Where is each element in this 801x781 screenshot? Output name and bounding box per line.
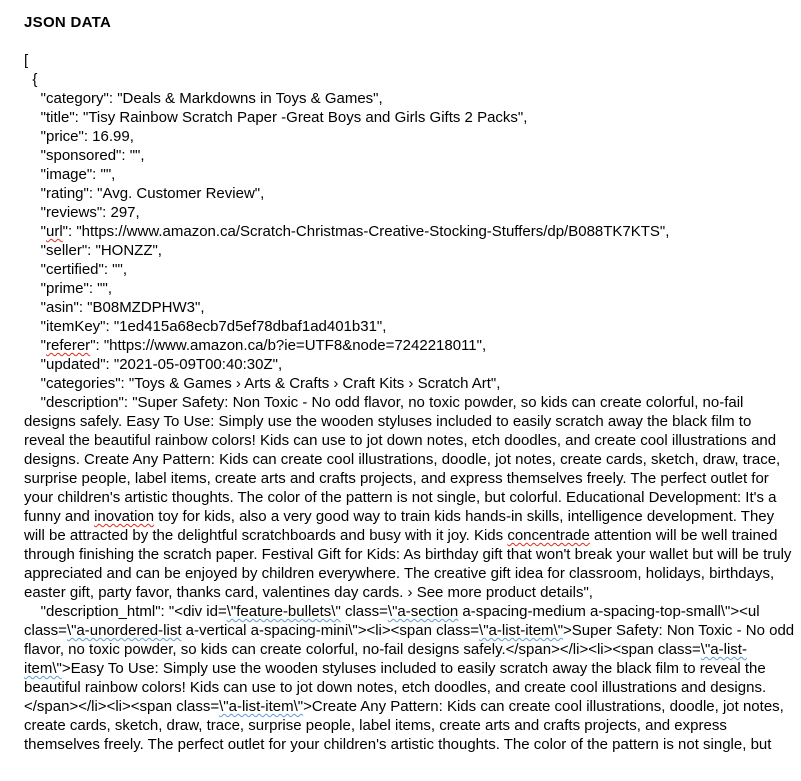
spellcheck-mark: concentrade	[507, 527, 590, 544]
json-line: "price": 16.99,	[24, 128, 134, 145]
grammar-mark: \"a-section	[387, 603, 459, 620]
json-line: "asin": "B08MZDPHW3",	[24, 299, 205, 316]
json-line: "categories": "Toys & Games › Arts & Crafts › Craft Kits › Scratch Art",	[24, 375, 501, 392]
json-line: "description_html": "<div id=\"feature-bullets\" class=\"a-section a-spacing-medium a-spacing-top-small\"><ul class=\"a-unordered-list a-vertical a-spacing-mini\"><li><span class=\"a-list-item\">Super Safety: Non Toxic - No odd flavor, no toxic powder, so kids can create colorful, no-fail designs safely.</span></li><li><span class=\"a-list-item\">Easy To Use: Simply use the wooden styluses included to easily scratch away the black film to reveal the beautiful rainbow colors! Kids can use to jot down notes, etch doodles, and create cool illustrations and designs.</span></li><li><span class=\"a-list-item\">Create Any Pattern: Kids can create cool illustrations, doodle, jot notes, create cards, sketch, draw, trace, surprise people, label items, create arts and crafts projects, and express themselves freely. The perfect outlet for your children's artistic thoughts. The color of the pattern is not single, but	[24, 603, 799, 753]
grammar-mark: \"a-unordered-list	[66, 622, 182, 639]
spellcheck-mark: url	[46, 223, 63, 240]
spellcheck-mark: inovation	[94, 508, 155, 525]
spellcheck-mark: referer	[46, 337, 91, 354]
json-line: "seller": "HONZZ",	[24, 242, 162, 259]
json-line: "title": "Tisy Rainbow Scratch Paper -Great Boys and Girls Gifts 2 Packs",	[24, 109, 528, 126]
grammar-mark: \"a-list-item\"	[24, 641, 747, 677]
json-line: "url": "https://www.amazon.ca/Scratch-Christmas-Creative-Stocking-Stuffers/dp/B088TK7KTS",	[24, 223, 670, 240]
json-line: "itemKey": "1ed415a68ecb7d5ef78dbaf1ad401b31",	[24, 318, 387, 335]
json-content	[0, 51, 801, 754]
json-line: [	[24, 52, 29, 69]
grammar-mark: \"a-list-item\"	[219, 698, 304, 715]
json-line: "reviews": 297,	[24, 204, 140, 221]
json-line: "description": "Super Safety: Non Toxic - No odd flavor, no toxic powder, so kids can create colorful, no-fail designs safely. Easy To Use: Simply use the wooden styluses included to easily scratch away the black film to reveal the beautiful rainbow colors! Kids can use to jot down notes, etch doodles, and create cool illustrations and designs. Create Any Pattern: Kids can create cool illustrations, doodle, jot notes, create cards, sketch, draw, trace, surprise people, label items, create arts and crafts projects, and express themselves freely. The perfect outlet for your children's artistic thoughts. The color of the pattern is not single, but colorful. Educational Development: It's a funny and inovation toy for kids, also a very good way to train kids hands-in skills, intelligence development. They will be attracted by the delightful scratchboards and busy with it joy. Kids concentrade attention will be well trained through finishing the scratch paper. Festival Gift for Kids: As birthday gift that won't break your wallet but will be truly appreciated and can be enjoyed by children everywhere. The creative gift idea for classroom, holidays, birthdays, easter gift, party favor, thanks card, valentines day cards. › See more product details",	[24, 394, 796, 601]
json-line: "updated": "2021-05-09T00:40:30Z",	[24, 356, 283, 373]
json-line: "certified": "",	[24, 261, 127, 278]
json-line: {	[24, 71, 38, 88]
json-line: "rating": "Avg. Customer Review",	[24, 185, 265, 202]
json-data-page	[0, 14, 801, 754]
grammar-mark: \"feature-bullets\"	[226, 603, 341, 620]
grammar-mark: \"a-list-item\"	[479, 622, 564, 639]
json-line: "prime": "",	[24, 280, 112, 297]
json-line: "sponsored": "",	[24, 147, 145, 164]
json-line: "referer": "https://www.amazon.ca/b?ie=UTF8&node=7242218011",	[24, 337, 487, 354]
page-title: JSON DATA	[24, 14, 112, 31]
json-line: "category": "Deals & Markdowns in Toys & Games",	[24, 90, 383, 107]
json-line: "image": "",	[24, 166, 116, 183]
